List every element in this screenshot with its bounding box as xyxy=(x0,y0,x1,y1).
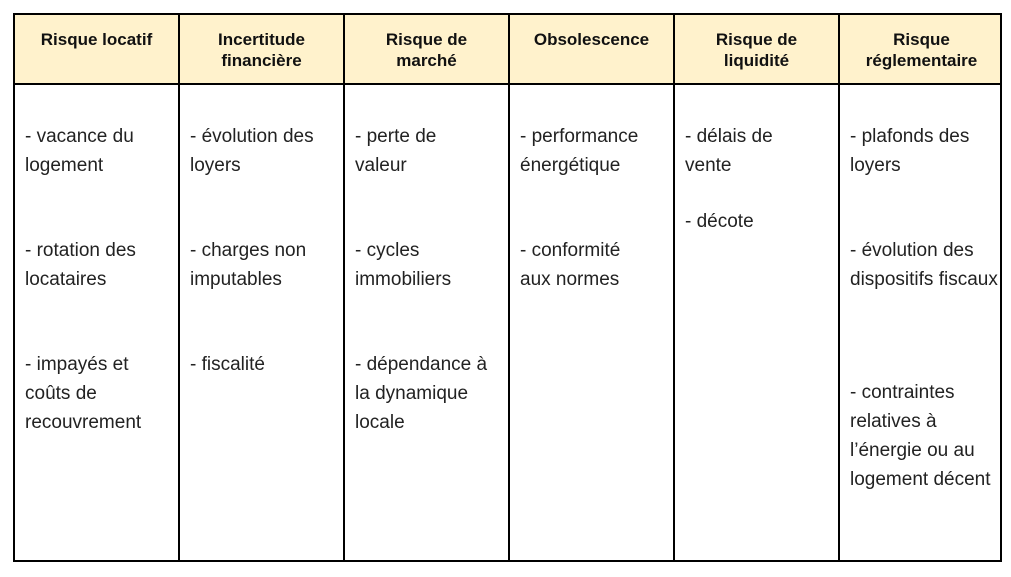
column-divider xyxy=(673,15,675,560)
list-item: - dépendance à la dynamique locale xyxy=(355,354,488,433)
column-divider xyxy=(508,15,510,560)
risk-table xyxy=(13,13,1002,562)
list-item: - conformité aux normes xyxy=(520,240,621,290)
header-risque-locatif: Risque locatif xyxy=(40,30,153,49)
list-item: - évolution des dispositifs fiscaux xyxy=(850,240,998,290)
list-item: - cycles immobiliers xyxy=(355,240,452,290)
list-item: - évolution des loyers xyxy=(190,126,314,176)
list-item: - contraintes relatives à l’énergie ou au logement décent xyxy=(850,382,991,490)
list-item: - charges non imputables xyxy=(190,240,307,290)
list-item: - vacance du logement xyxy=(25,126,134,176)
list-item: - fiscalité xyxy=(190,354,265,375)
list-item: - impayés et coûts de recouvrement xyxy=(25,354,142,433)
column-divider xyxy=(838,15,840,560)
column-divider xyxy=(343,15,345,560)
header-obsolescence: Obsolescence xyxy=(533,30,650,49)
header-risque-de-liquidite: Risque de liquidité xyxy=(715,30,798,70)
list-item: - rotation des locataires xyxy=(25,240,136,290)
list-item: - performance énergétique xyxy=(520,126,639,176)
list-item: - délais de vente xyxy=(685,126,773,176)
list-item: - plafonds des loyers xyxy=(850,126,970,176)
header-risque-de-marche: Risque de marché xyxy=(385,30,468,70)
list-item: - perte de valeur xyxy=(355,126,437,176)
header-risque-reglementaire: Risque réglementaire xyxy=(865,30,978,70)
column-divider xyxy=(178,15,180,560)
header-incertitude-financiere: Incertitude financière xyxy=(218,30,305,70)
list-item: - décote xyxy=(685,211,754,232)
